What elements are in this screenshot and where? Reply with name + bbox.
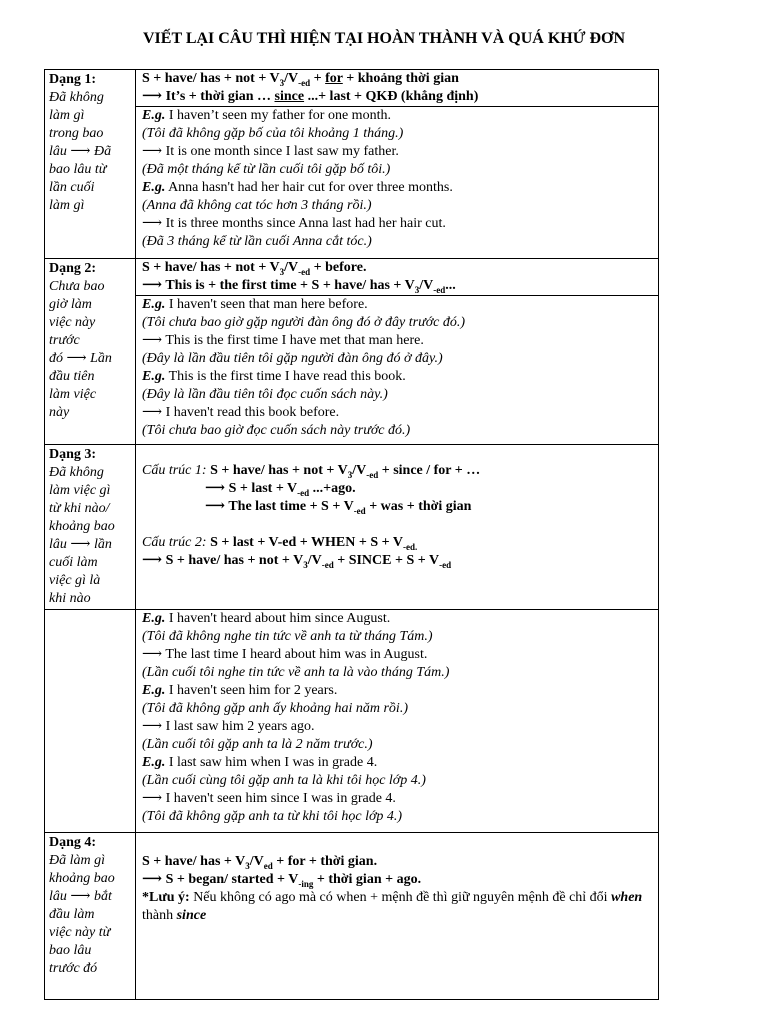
example-line: ⟶ This is the first time I have met that man here. [142,333,424,348]
desc-line: khi nào [49,591,91,606]
formula-cell [136,833,659,1000]
formula-line: ⟶ It’s + thời gian … since ...+ last + QKĐ (khẳng định) [142,89,479,104]
formula-line: S + have/ has + $V_3/V_{ed}$ + for + thời gian. [142,854,378,871]
desc-line: lâu ⟶ bắt [49,889,112,904]
structure-line: ⟶ The last time + $S + V_{-ed}$ + was + thời gian [205,499,472,516]
example-cell [136,296,659,445]
example-line: E.g. Anna hasn't had her hair cut for over three months. [142,180,453,196]
desc-line: đầu tiên [49,369,95,384]
desc-line: việc này [49,315,96,330]
desc-line: lần cuối [49,180,95,195]
table-row [45,296,659,445]
table-row [45,610,659,833]
formula-line: S + have/ has + not + $V_3/V_{-ed}$ + for + khoảng thời gian [142,71,459,88]
formula-line: ⟶ This is + the first time + S + have/ has + $V_3/V_{-ed}$... [142,278,456,295]
type-label: Dạng 3: [49,447,97,462]
desc-line: từ khi nào/ [49,501,110,516]
desc-line: việc gì là [49,573,101,588]
table-row [45,445,659,610]
desc-line: làm gì [49,198,85,213]
example-translation: (Tôi đã không gặp anh ấy khoảng hai năm rồi.) [142,701,408,716]
example-translation: (Tôi đã không gặp bố của tôi khoảng 1 tháng.) [142,126,404,142]
desc-line: khoảng bao [49,871,115,886]
structure-line: Cấu trúc 2: S + last + V-ed + WHEN + $S + V_{-ed.}$ [142,535,418,552]
example-translation: (Tôi chưa bao giờ gặp người đàn ông đó ở đây trước đó.) [142,315,466,330]
desc-line: lâu ⟶ lần [49,537,112,552]
desc-line: trước [49,333,80,348]
desc-line: làm việc [49,387,97,402]
desc-line: Chưa bao [49,279,105,294]
type-label: Dạng 2: [49,261,97,276]
desc-line: Đã không [49,90,104,105]
example-line: E.g. I haven't seen that man here before. [142,297,368,312]
formula-line: ⟶ S + began/ started + $V_{-ing}$ + thời gian + ago. [142,872,422,889]
table-row [45,833,659,1000]
formula-cell [136,70,659,107]
type-cell [45,70,136,259]
example-line: ⟶ I haven't seen him since I was in grade 4. [142,791,396,806]
example-translation: (Đã 3 tháng kể từ lần cuối Anna cắt tóc.) [142,234,372,250]
type-description [49,852,131,978]
type-label: Dạng 4: [49,835,97,850]
desc-line: khoảng bao [49,519,115,534]
structure-line: Cấu trúc 1: S + have/ has + not + $V_3/V_{-ed}$ + since / for + … [142,463,481,480]
table-row [45,259,659,296]
desc-line: cuối làm [49,555,98,570]
example-translation: (Lần cuối cùng tôi gặp anh ta là khi tôi học lớp 4.) [142,773,426,788]
example-line: ⟶ It is three months since Anna last had her hair cut. [142,216,446,232]
example-translation: (Tôi đã không nghe tin tức về anh ta từ tháng Tám.) [142,629,433,644]
example-cell [136,107,659,259]
example-translation: (Tôi chưa bao giờ đọc cuốn sách này trước đó.) [142,423,411,438]
example-line: ⟶ I last saw him 2 years ago. [142,719,315,734]
example-line: E.g. I haven't heard about him since August. [142,611,391,626]
type-cell [45,445,136,610]
desc-line: việc này từ [49,925,111,940]
example-line: E.g. I haven't seen him for 2 years. [142,683,338,698]
structure-line: ⟶ S + have/ has + not + $V_3/V_{-ed}$ + SINCE + $S + V_{-ed}$ [142,553,452,570]
example-line: E.g. I haven’t seen my father for one month. [142,108,391,124]
example-translation: (Đã một tháng kể từ lần cuối tôi gặp bố tôi.) [142,162,391,178]
desc-line: làm gì [49,108,85,123]
desc-line: trong bao [49,126,104,141]
desc-line: bao lâu từ [49,162,107,177]
type-label: Dạng 1: [49,72,97,87]
page-title: VIẾT LẠI CÂU THÌ HIỆN TẠI HOÀN THÀNH VÀ QUÁ KHỨ ĐƠN [142,30,625,47]
desc-line: đó ⟶ Lần [49,351,112,366]
example-line: ⟶ I haven't read this book before. [142,405,340,420]
example-line: E.g. I last saw him when I was in grade 4. [142,755,378,770]
desc-line: lâu ⟶ Đã [49,144,112,159]
example-translation: (Đây là lần đầu tiên tôi đọc cuốn sách này.) [142,387,388,402]
desc-line: làm việc gì [49,483,111,498]
example-translation: (Tôi đã không gặp anh ta từ khi tôi học lớp 4.) [142,809,403,824]
type-description [49,464,131,608]
desc-line: Đã không [49,465,104,480]
desc-line: trước đó [49,961,98,976]
desc-line: này [49,405,70,420]
desc-line: giờ làm [49,297,92,312]
type-cell [45,833,136,1000]
formula-line: S + have/ has + not + $V_3/V_{-ed}$ + before. [142,260,367,277]
type-cell [45,259,136,445]
example-line: ⟶ It is one month since I last saw my father. [142,144,399,160]
empty-cell [45,610,136,833]
example-translation: (Lần cuối tôi gặp anh ta là 2 năm trước.) [142,737,373,752]
example-translation: (Đây là lần đầu tiên tôi gặp người đàn ông đó ở đây.) [142,351,443,366]
type-description [49,89,131,215]
structure-cell [136,445,659,610]
example-cell [136,610,659,833]
example-line: ⟶ The last time I heard about him was in August. [142,647,428,662]
desc-line: bao lâu [49,943,92,958]
note-text: *Lưu ý: Nếu không có ago mà có when + mệnh đề thì giữ nguyên mệnh đề chỉ đổi when thành since [142,890,643,923]
example-line: E.g. This is the first time I have read this book. [142,369,406,384]
example-translation: (Anna đã không cat tóc hơn 3 tháng rồi.) [142,198,372,214]
desc-line: Đã làm gì [49,853,105,868]
desc-line: đầu làm [49,907,95,922]
type-description [49,278,131,422]
grammar-table [44,69,659,1000]
structure-line: ⟶ S + last + $V_{-ed}$ ...+ago. [205,481,356,498]
table-row [45,70,659,107]
formula-cell [136,259,659,296]
example-translation: (Lần cuối tôi nghe tin tức về anh ta là vào tháng Tám.) [142,665,450,680]
table-row [45,107,659,259]
